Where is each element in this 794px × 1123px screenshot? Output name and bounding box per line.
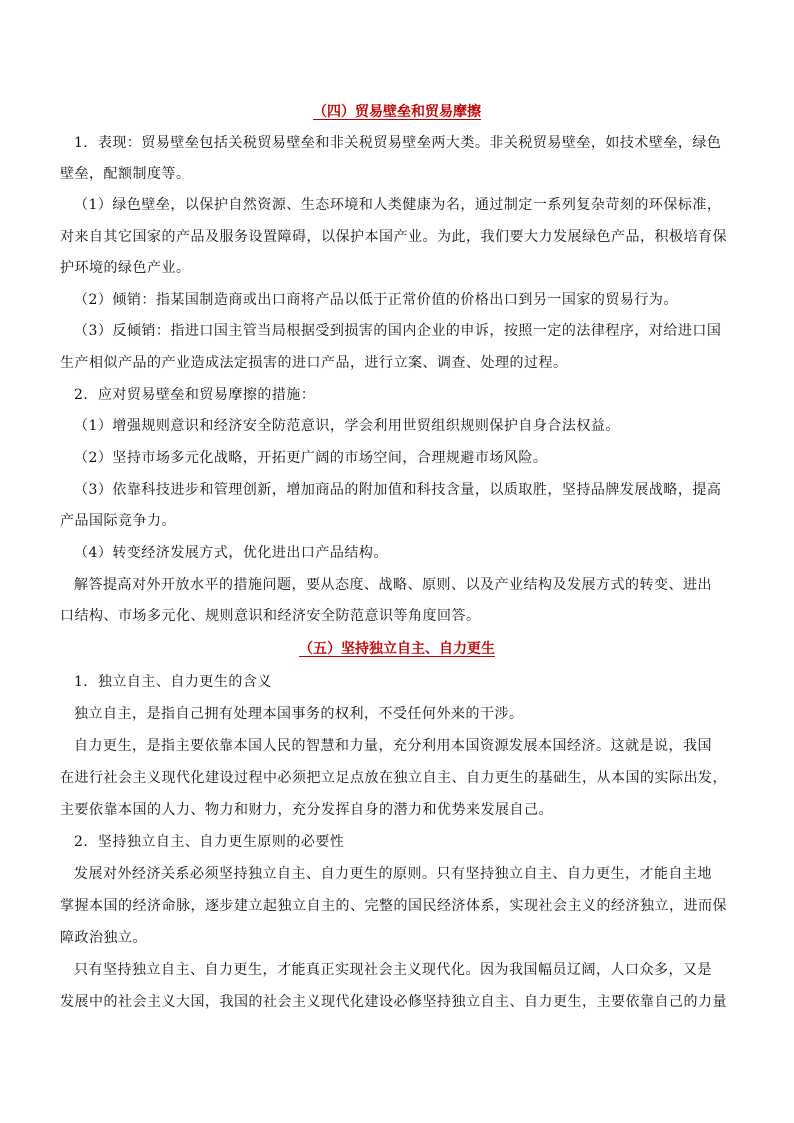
paragraph-line: 掌握本国的经济命脉，逐步建立起独立自主的、完整的国民经济体系，实现社会主义的经济独立，进而保 (60, 898, 727, 914)
paragraph-line: 壁垒，配额制度等。 (60, 166, 191, 182)
section-heading-self-reliance: （五）坚持独立自主、自力更生 (299, 641, 495, 657)
paragraph-line: （3）反倾销：指进口国主管当局根据受到损害的国内企业的申诉，按照一定的法律程序，对给进口国 (74, 323, 722, 339)
paragraph-line: 发展对外经济关系必须坚持独立自主、自力更生的原则。只有坚持独立自主、自力更生，才能自主地 (74, 866, 712, 882)
paragraph-line: 口结构、市场多元化、规则意识和经济安全防范意识等角度回答。 (60, 608, 481, 624)
paragraph-line: 2．坚持独立自主、自力更生原则的必要性 (74, 834, 345, 850)
paragraph-line: 只有坚持独立自主、自力更生，才能真正实现社会主义现代化。因为我国幅员辽阔，人口众多，又是 (74, 962, 712, 978)
paragraph-line: （1）绿色壁垒，以保护自然资源、生态环境和人类健康为名，通过制定一系列复杂苛刻的环保标准， (74, 197, 722, 213)
paragraph-line: （3）依靠科技进步和管理创新，增加商品的附加值和科技含量，以质取胜，坚持品牌发展战略，提高 (74, 482, 722, 498)
paragraph-line: （2）倾销：指某国制造商或出口商将产品以低于正常价值的价格出口到另一国家的贸易行为。 (74, 292, 678, 308)
paragraph-line: （2）坚持市场多元化战略，开拓更广阔的市场空间，合理规避市场风险。 (74, 450, 548, 466)
paragraph-line: 在进行社会主义现代化建设过程中必须把立足点放在独立自主、自力更生的基础生，从本国的实际出发， (60, 770, 727, 786)
paragraph-line: 2．应对贸易壁垒和贸易摩擦的措施： (74, 387, 316, 403)
paragraph-line: 主要依靠本国的人力、物力和财力，充分发挥自身的潜力和优势来发展自己。 (60, 802, 553, 818)
paragraph-line: 发展中的社会主义大国，我国的社会主义现代化建设必修坚持独立自主、自力更生，主要依靠自己的力量 (60, 994, 727, 1010)
paragraph-line: 护环境的绿色产业。 (60, 260, 191, 276)
paragraph-line: 生产相似产品的产业造成法定损害的进口产品，进行立案、调查、处理的过程。 (60, 355, 568, 371)
paragraph-line: 独立自主，是指自己拥有处理本国事务的权利，不受任何外来的干涉。 (74, 706, 524, 722)
paragraph-line: （4）转变经济发展方式，优化进出口产品结构。 (74, 545, 388, 561)
section-heading-trade-barriers: （四）贸易壁垒和贸易摩擦 (313, 104, 481, 120)
paragraph-line: 自力更生，是指主要依靠本国人民的智慧和力量，充分利用本国资源发展本国经济。这就是说，我国 (74, 738, 712, 754)
paragraph-line: （1）增强规则意识和经济安全防范意识，学会利用世贸组织规则保护自身合法权益。 (74, 418, 620, 434)
paragraph-line: 1．表现：贸易壁垒包括关税贸易壁垒和非关税贸易壁垒两大类。非关税贸易壁垒，如技术壁垒，绿色 (74, 135, 722, 151)
paragraph-line: 1．独立自主、自力更生的含义 (74, 674, 272, 690)
paragraph-line: 障政治独立。 (60, 930, 147, 946)
paragraph-line: 产品国际竞争力。 (60, 513, 176, 529)
paragraph-line: 对来自其它国家的产品及服务设置障碍，以保护本国产业。为此，我们要大力发展绿色产品，积极培育保 (60, 229, 727, 245)
paragraph-line: 解答提高对外开放水平的措施问题，要从态度、战略、原则、以及产业结构及发展方式的转变、进出 (74, 577, 712, 593)
